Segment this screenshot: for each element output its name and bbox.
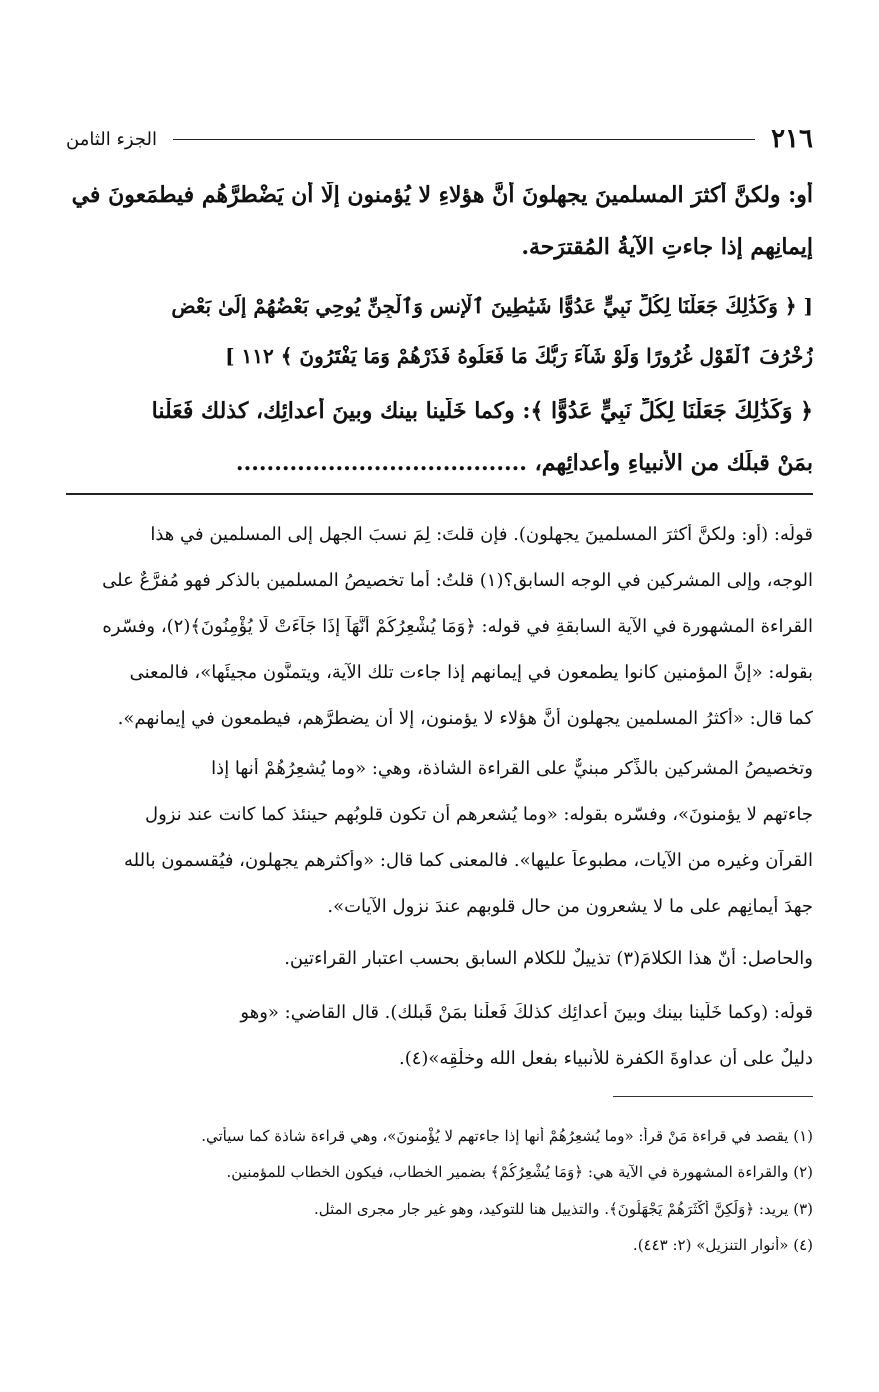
main-text-line: إيمانِهم إذا جاءتِ الآيةُ المُقترَحة. [521,234,813,260]
main-text-line: ﴿ وَكَذَٰلِكَ جَعَلْنَا لِكُلِّ نَبِيٍّ عَدُوًّا ﴾: وكما خَلَّينا بينك وبينَ أعدائِك، كذلك فَعَلْنا [151,398,813,424]
commentary-line: الوجه، وإلى المشركين في الوجه السابق؟(١) قلتُ: أما تخصيصُ المسلمين بالذكر فهو مُفرَّعٌ على [102,570,813,591]
commentary-line: بقوله: «إنَّ المؤمنين كانوا يطمعون في إيمانهم إذا جاءت تلك الآية، ويتمنَّون مجيئَها»، فالمعنى [129,662,813,683]
header-rule [173,139,755,140]
commentary-line: قولُه: (وكما خَلَّينا بينك وبينَ أعدائِك كذلكَ فَعلْنا بمَنْ قَبلك). قال القاضي: «وهو [240,1002,813,1023]
quran-verse-line: زُخْرُفَ ٱلْقَوْلِ غُرُورًا وَلَوْ شَآءَ رَبُّكَ مَا فَعَلُوهُ فَذَرْهُمْ وَمَا يَفْتَرُونَ ﴾ ١١٢ ] [225,344,813,368]
part-title: الجزء الثامن [66,128,157,150]
commentary-line: قولُه: (أو: ولكنَّ أكثرَ المسلمينَ يجهلون). فإن قلتَ: لِمَ نسبَ الجهل إلى المسلمين في هذا [150,524,813,545]
commentary-line: جهدَ أيمانِهم على ما لا يشعرون من حال قلوبهم عندَ نزول الآيات». [327,896,813,917]
footnote: (٣) يريد: ﴿وَلَٰكِنَّ أَكْثَرَهُمْ يَجْهَلُونَ﴾. والتذييل هنا للتوكيد، وهو غير جار مجرى المثل. [314,1200,813,1218]
quran-verse-line: [ ﴿ وَكَذَٰلِكَ جَعَلْنَا لِكُلِّ نَبِيٍّ عَدُوًّا شَيَٰطِينَ ٱلْإِنسِ وَٱلْجِنِّ يُوحِي بَعْضُهُمْ إِلَىٰ بَعْضٍ [171,294,813,318]
footnote: (٢) والقراءة المشهورة في الآية هي: ﴿وَمَا يُشْعِرُكُمْ﴾ بضمير الخطاب، فيكون الخطاب للمؤمنين. [226,1163,813,1181]
main-text-line: أو: ولكنَّ أكثرَ المسلمينَ يجهلونَ أنَّ هؤلاءِ لا يُؤمنون إلّا أن يَضْطرَّهُم فيطمَعونَ في [71,182,813,208]
footnote: (١) يقصد في قراءة مَنْ قرأ: «وما يُشعِرُهُمْ أنها إذا جاءتهم لا يُؤْمنونَ»، وهي قراءة شاذة كما سيأتي. [201,1127,813,1145]
commentary-line: كما قال: «أكثرُ المسلمين يجهلون أنَّ هؤلاء لا يؤمنون، إلا أن يضطرَّهم، فيطمعون في إيمانهم». [117,708,813,729]
text-separator [66,493,813,495]
commentary-line: وتخصيصُ المشركين بالذِّكر مبنيٌّ على القراءة الشاذة، وهي: «وما يُشعِرُهُمْ أنها إذا [211,758,813,779]
footnote-separator [613,1096,813,1097]
page-header [66,122,813,156]
commentary-line: القرآن وغيرِه من الآيات، مطبوعاً عليها». فالمعنى كما قال: «وأكثرهم يجهلون، فيُقسمون بالله [124,850,813,871]
commentary-line: والحاصل: أنّ هذا الكلامَ(٣) تذييلٌ للكلام السابق بحسب اعتبار القراءتين. [284,948,813,969]
commentary-line: القراءة المشهورة في الآية السابقةِ في قوله: ﴿وَمَا يُشْعِرُكُمْ أَنَّهَآ إِذَا جَآءَتْ لَا يُؤْمِنُونَ﴾(٢)، وفسّره [102,616,813,637]
commentary-line: جاءتهم لا يؤمنونَ»، وفسّره بقوله: «وما يُشعرهم أن تكون قلوبُهم حينئذ كما كانت عند نزول [144,804,813,825]
main-text-line: بمَنْ قبلَك من الأنبياءِ وأعدائِهم، ...................................... [235,450,813,476]
commentary-line: دليلٌ على أن عداوةَ الكفرة للأنبياء بفعل الله وخلْقِه»(٤). [398,1048,813,1069]
footnote: (٤) «أنوار التنزيل» (٢: ٤٤٣). [632,1236,813,1254]
page-number: ٢١٦ [771,124,813,154]
